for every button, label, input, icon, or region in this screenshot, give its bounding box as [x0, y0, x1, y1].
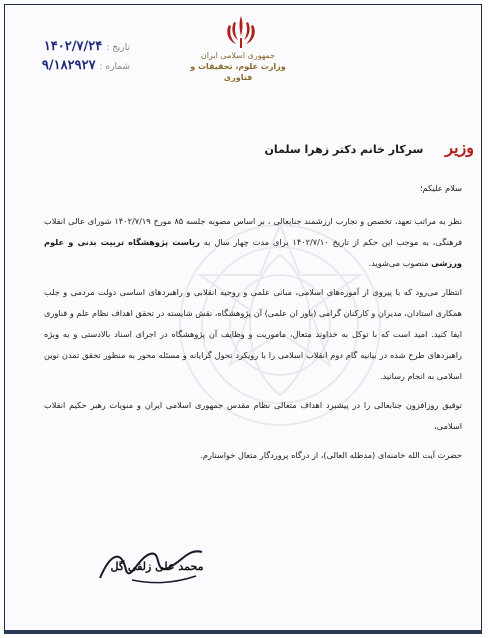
greeting: سلام علیکم؛ — [419, 183, 462, 193]
number-row — [20, 57, 130, 76]
letter-header — [264, 138, 474, 157]
letterhead — [178, 50, 298, 83]
letterhead-ministry: وزارت علوم، تحقیقات و فناوری — [190, 62, 286, 82]
recipient-name: سرکار خانم دکتر زهرا سلمان — [264, 143, 424, 156]
signatory-name: محمد علی زلفی گل — [110, 560, 204, 573]
paragraph-appointment — [44, 211, 462, 274]
letterhead-country: جمهوری اسلامی ایران — [200, 51, 276, 60]
date-value: ۱۴۰۲/۷/۲۴ — [43, 39, 103, 54]
letter-meta — [20, 38, 130, 76]
paragraph-wishes: توفیق روزافزون جنابعالی را در پیشبرد اهداف متعالی نظام مقدس جمهوری اسلامی ایران و منویات رهبر حکیم انقلاب اسلامی، — [44, 400, 462, 431]
frame-bottom-border — [4, 630, 482, 634]
number-label: شماره : — [99, 62, 130, 72]
date-label: تاریخ : — [106, 43, 130, 53]
date-row — [20, 38, 130, 57]
number-value: ۹/۱۸۲۹۲۷ — [41, 58, 96, 73]
paragraph-appointment-text: نظر به مراتب تعهد، تخصص و تجارب ارزشمند جنابعالی ، بر اساس مصوبه جلسه ۸۵ مورخ ۱۴۰۲/۷/۱۹ شورای عالی انقلاب فرهنگی، به موجب این حکم از تاریخ ۱۴۰۲/۷/۱۰ برای مدت چهار سال به — [44, 216, 462, 247]
letter-body — [44, 178, 462, 474]
sender-title: وزیر — [445, 138, 474, 157]
paragraph-closing: حضرت آیت الله خامنه‌ای (مدظله العالی)، از درگاه پروردگار متعال خواستارم. — [200, 450, 462, 460]
appointment-position: ریاست پژوهشگاه تربیت بدنی و علوم ورزشی — [44, 237, 462, 268]
paragraph-expectations: انتظار می‌رود که با پیروی از آموزه‌های اسلامی، مبانی علمی و روحیه انقلابی و راهبردهای اساسی دولت مردمی و جلب همکاری استادان، مدیران و کارکنان گرامی (باور ان علمی) آن پژوهشگاه، نقش شایسته در تحقق اهداف نظام علم و فناوری ایفا کنید. امید است که با توکل به خداوند متعال، ماموریت و وظایف آن پژوهشگاه در اجرای اسناد بالادستی و به ویژه راهبردهای طرح شده در بیانیه گام دوم انقلاب اسلامی را با رویکرد تحول گرایانه و مسئله محور به منظور تحقق تمدن نوین اسلامی به انجام رسانید. — [44, 287, 462, 381]
paragraph-appointment-end: منصوب می‌شوید. — [368, 258, 429, 268]
iran-emblem-icon — [224, 14, 258, 50]
